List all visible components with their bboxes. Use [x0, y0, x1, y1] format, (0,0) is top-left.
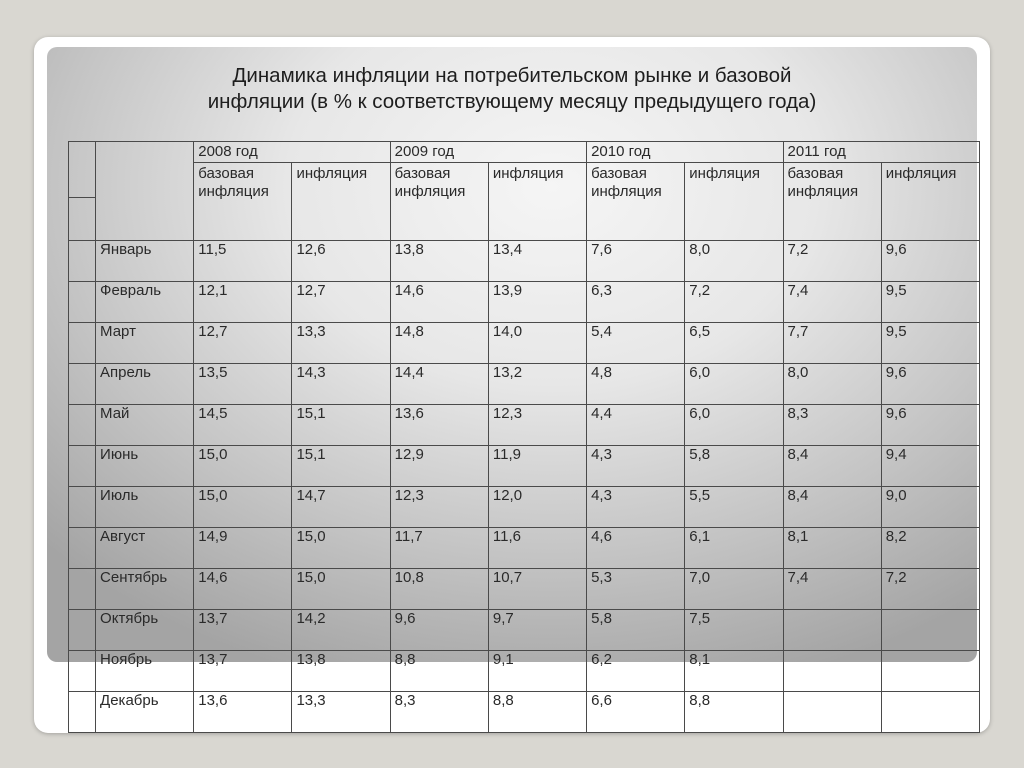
table-row: [69, 610, 980, 651]
inflation-value: 15,1: [292, 405, 390, 446]
base-inflation-value: 13,6: [194, 692, 292, 733]
base-inflation-value: 13,6: [390, 405, 488, 446]
inflation-value: 7,2: [685, 282, 783, 323]
base-inflation-value: 8,0: [783, 364, 881, 405]
base-inflation-value: [783, 610, 881, 651]
subheader-base-inflation: базовая инфляция: [587, 163, 685, 241]
inflation-value: 13,3: [292, 692, 390, 733]
subheader-base-inflation: базовая инфляция: [390, 163, 488, 241]
base-inflation-value: 11,7: [390, 528, 488, 569]
inflation-value: 7,2: [881, 569, 979, 610]
base-inflation-value: 14,5: [194, 405, 292, 446]
base-inflation-value: 7,2: [783, 241, 881, 282]
base-inflation-value: 8,4: [783, 446, 881, 487]
inflation-value: 14,0: [488, 323, 586, 364]
base-inflation-value: 14,6: [194, 569, 292, 610]
base-inflation-value: 8,3: [390, 692, 488, 733]
month-label: Июнь: [96, 446, 194, 487]
row-index-cell: [69, 610, 96, 651]
inflation-value: 9,0: [881, 487, 979, 528]
row-index-cell: [69, 528, 96, 569]
base-inflation-value: 13,7: [194, 610, 292, 651]
base-inflation-value: 7,7: [783, 323, 881, 364]
base-inflation-value: 5,4: [587, 323, 685, 364]
inflation-value: 8,8: [685, 692, 783, 733]
base-inflation-value: [783, 651, 881, 692]
inflation-value: 11,6: [488, 528, 586, 569]
inflation-value: 13,3: [292, 323, 390, 364]
inflation-value: 15,0: [292, 528, 390, 569]
inflation-value: 9,1: [488, 651, 586, 692]
inflation-value: 9,4: [881, 446, 979, 487]
inflation-value: [881, 651, 979, 692]
subheader-inflation: инфляция: [292, 163, 390, 241]
base-inflation-value: 7,6: [587, 241, 685, 282]
base-inflation-value: 8,8: [390, 651, 488, 692]
table-row: [69, 446, 980, 487]
inflation-value: 7,5: [685, 610, 783, 651]
subheader-inflation: инфляция: [881, 163, 979, 241]
inflation-value: 8,0: [685, 241, 783, 282]
inflation-value: 12,7: [292, 282, 390, 323]
row-index-cell: [69, 323, 96, 364]
inflation-value: 14,7: [292, 487, 390, 528]
base-inflation-value: 14,4: [390, 364, 488, 405]
month-label: Июль: [96, 487, 194, 528]
inflation-value: 14,3: [292, 364, 390, 405]
base-inflation-value: 4,3: [587, 487, 685, 528]
month-label: Май: [96, 405, 194, 446]
base-inflation-value: 4,3: [587, 446, 685, 487]
subheader-inflation: инфляция: [488, 163, 586, 241]
month-label: Февраль: [96, 282, 194, 323]
base-inflation-value: 6,2: [587, 651, 685, 692]
base-inflation-value: 13,8: [390, 241, 488, 282]
table-row: [69, 692, 980, 733]
inflation-value: 12,3: [488, 405, 586, 446]
inflation-value: 8,8: [488, 692, 586, 733]
title-line-2: инфляции (в % к соответствующему месяцу предыдущего года): [207, 90, 817, 113]
inflation-value: 15,0: [292, 569, 390, 610]
title-line-1: Динамика инфляции на потребительском рынке и базовой: [232, 64, 792, 87]
row-index-cell: [69, 282, 96, 323]
row-index-cell: [69, 446, 96, 487]
subheader-base-inflation: базовая инфляция: [783, 163, 881, 241]
inflation-value: 15,1: [292, 446, 390, 487]
slide-title: [47, 63, 977, 115]
base-inflation-value: 13,5: [194, 364, 292, 405]
inflation-value: [881, 692, 979, 733]
base-inflation-value: 12,9: [390, 446, 488, 487]
inflation-value: 6,5: [685, 323, 783, 364]
inflation-value: 13,9: [488, 282, 586, 323]
base-inflation-value: 4,6: [587, 528, 685, 569]
inflation-value: 7,0: [685, 569, 783, 610]
row-index-cell: [69, 487, 96, 528]
inflation-value: 5,5: [685, 487, 783, 528]
base-inflation-value: 10,8: [390, 569, 488, 610]
month-label: Апрель: [96, 364, 194, 405]
year-header-row: [69, 142, 980, 163]
base-inflation-value: 15,0: [194, 446, 292, 487]
base-inflation-value: 11,5: [194, 241, 292, 282]
month-label: Сентябрь: [96, 569, 194, 610]
inflation-value: 5,8: [685, 446, 783, 487]
subheader-base-inflation: базовая инфляция: [194, 163, 292, 241]
inflation-value: 8,2: [881, 528, 979, 569]
base-inflation-value: 8,1: [783, 528, 881, 569]
year-header-2008: 2008 год: [194, 142, 390, 163]
subheader-row: [69, 163, 980, 241]
table-row: [69, 364, 980, 405]
year-header-2010: 2010 год: [587, 142, 783, 163]
inflation-value: 13,4: [488, 241, 586, 282]
year-header-2009: 2009 год: [390, 142, 586, 163]
base-inflation-value: 12,7: [194, 323, 292, 364]
inflation-value: 10,7: [488, 569, 586, 610]
inflation-value: 6,1: [685, 528, 783, 569]
base-inflation-value: 14,8: [390, 323, 488, 364]
row-index-cell: [69, 241, 96, 282]
base-inflation-value: 6,6: [587, 692, 685, 733]
inflation-value: 6,0: [685, 405, 783, 446]
inflation-value: 9,7: [488, 610, 586, 651]
base-inflation-value: 5,3: [587, 569, 685, 610]
row-index-cell: [69, 364, 96, 405]
corner-cell: [96, 142, 194, 241]
table-row: [69, 241, 980, 282]
base-inflation-value: 7,4: [783, 569, 881, 610]
base-inflation-value: 15,0: [194, 487, 292, 528]
inflation-value: 8,1: [685, 651, 783, 692]
month-label: Март: [96, 323, 194, 364]
inflation-value: 9,5: [881, 282, 979, 323]
month-label: Ноябрь: [96, 651, 194, 692]
inflation-value: 12,0: [488, 487, 586, 528]
row-index-cell: [69, 569, 96, 610]
inflation-value: 13,2: [488, 364, 586, 405]
base-inflation-value: 12,1: [194, 282, 292, 323]
base-inflation-value: 9,6: [390, 610, 488, 651]
row-index-cell: [69, 651, 96, 692]
base-inflation-value: 4,8: [587, 364, 685, 405]
month-label: Январь: [96, 241, 194, 282]
row-index-cell: [69, 405, 96, 446]
base-inflation-value: 6,3: [587, 282, 685, 323]
inflation-value: 9,6: [881, 241, 979, 282]
inflation-value: 14,2: [292, 610, 390, 651]
base-inflation-value: 7,4: [783, 282, 881, 323]
inflation-value: [881, 610, 979, 651]
base-inflation-value: 5,8: [587, 610, 685, 651]
table-row: [69, 282, 980, 323]
inflation-value: 11,9: [488, 446, 586, 487]
table-row: [69, 528, 980, 569]
base-inflation-value: 8,4: [783, 487, 881, 528]
year-header-2011: 2011 год: [783, 142, 979, 163]
table-row: [69, 651, 980, 692]
table-row: [69, 569, 980, 610]
inflation-value: 9,5: [881, 323, 979, 364]
inflation-value: 13,8: [292, 651, 390, 692]
inflation-value: 12,6: [292, 241, 390, 282]
inflation-value: 6,0: [685, 364, 783, 405]
month-label: Декабрь: [96, 692, 194, 733]
base-inflation-value: 13,7: [194, 651, 292, 692]
base-inflation-value: 14,9: [194, 528, 292, 569]
inflation-value: 9,6: [881, 364, 979, 405]
subheader-inflation: инфляция: [685, 163, 783, 241]
table-row: [69, 405, 980, 446]
month-label: Октябрь: [96, 610, 194, 651]
table-row: [69, 487, 980, 528]
base-inflation-value: 14,6: [390, 282, 488, 323]
base-inflation-value: 8,3: [783, 405, 881, 446]
base-inflation-value: 4,4: [587, 405, 685, 446]
corner-cell-narrow: [69, 142, 96, 241]
base-inflation-value: [783, 692, 881, 733]
base-inflation-value: 12,3: [390, 487, 488, 528]
month-label: Август: [96, 528, 194, 569]
inflation-value: 9,6: [881, 405, 979, 446]
table-row: [69, 323, 980, 364]
row-index-cell: [69, 692, 96, 733]
inflation-table: [68, 141, 980, 733]
